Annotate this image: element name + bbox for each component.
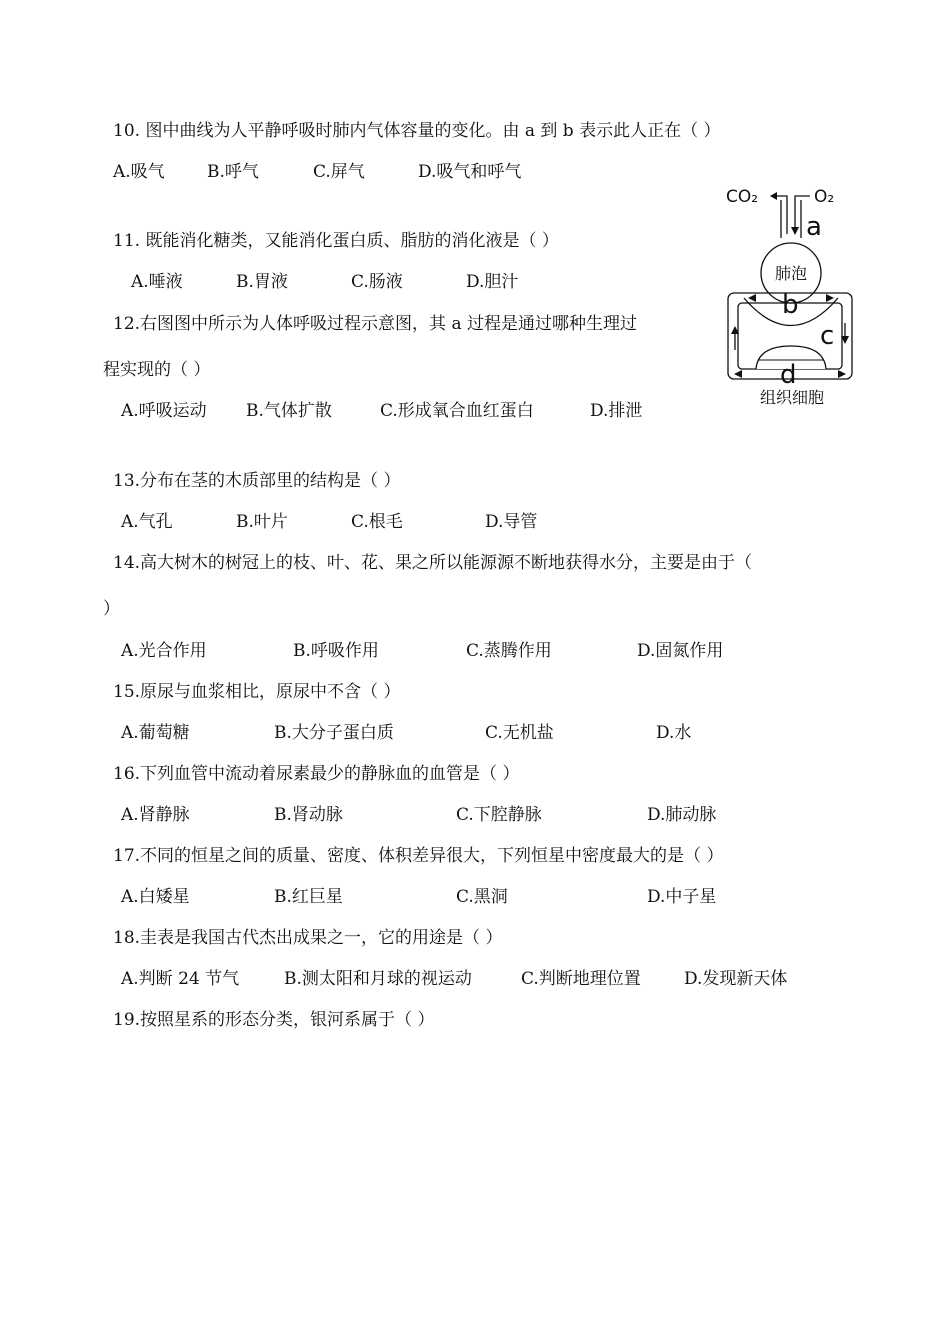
q13-option-c: C.根毛 (351, 512, 403, 532)
q18-option-d: D.发现新天体 (684, 969, 788, 989)
q15-stem: 15.原尿与血浆相比，原尿中不含（ ） (113, 682, 401, 702)
q18-option-c: C.判断地理位置 (521, 969, 641, 989)
q10-option-b: B.呼气 (207, 162, 259, 182)
q17-option-b: B.红巨星 (274, 887, 343, 907)
capillary-arrow-left (748, 294, 756, 302)
bottom-flow-arrow-right (838, 370, 846, 378)
q17-option-c: C.黑洞 (456, 887, 508, 907)
q17-stem: 17.不同的恒星之间的质量、密度、体积差异很大，下列恒星中密度最大的是（ ） (113, 846, 724, 866)
q15-option-a: A.葡萄糖 (121, 723, 190, 743)
diagram-label-a: a (806, 212, 822, 242)
q15-option-b: B.大分子蛋白质 (274, 723, 394, 743)
q12-option-a: A.呼吸运动 (121, 401, 207, 421)
q17-option-a: A.白矮星 (121, 887, 190, 907)
q11-option-a: A.唾液 (131, 272, 183, 292)
q18-stem: 18.圭表是我国古代杰出成果之一，它的用途是（ ） (113, 928, 503, 948)
q16-option-d: D.肺动脉 (647, 805, 717, 825)
q11-option-b: B.胃液 (236, 272, 288, 292)
diagram-label-c: c (820, 321, 835, 351)
q18-option-b: B.测太阳和月球的视运动 (284, 969, 472, 989)
q11-option-c: C.肠液 (351, 272, 403, 292)
respiration-diagram (718, 178, 868, 414)
diagram-co2-label: CO₂ (726, 187, 759, 207)
q10-option-a: A.吸气 (113, 162, 165, 182)
o2-arrow-head (791, 227, 799, 235)
diagram-alveolus-label: 肺泡 (774, 264, 808, 283)
diagram-label-b: b (782, 290, 799, 320)
diagram-label-d: d (780, 360, 797, 390)
q10-option-d: D.吸气和呼气 (418, 162, 522, 182)
q14-option-d: D.固氮作用 (637, 641, 724, 661)
q14-stem-line1: 14.高大树木的树冠上的枝、叶、花、果之所以能源源不断地获得水分，主要是由于（ (113, 553, 753, 573)
q12-option-b: B.气体扩散 (246, 401, 332, 421)
q12-option-c: C.形成氧合血红蛋白 (380, 401, 534, 421)
q11-option-d: D.胆汁 (466, 272, 519, 292)
q12-stem-line1: 12.右图图中所示为人体呼吸过程示意图，其 a 过程是通过哪种生理过 (113, 314, 637, 334)
q12-stem-line2: 程实现的（ ） (103, 360, 211, 380)
q13-option-a: A.气孔 (121, 512, 173, 532)
q19-stem: 19.按照星系的形态分类，银河系属于（ ） (113, 1010, 435, 1030)
q13-stem: 13.分布在茎的木质部里的结构是（ ） (113, 471, 401, 491)
bottom-flow-arrow-left (734, 370, 742, 378)
q14-option-a: A.光合作用 (121, 641, 207, 661)
q12-option-d: D.排泄 (590, 401, 643, 421)
q13-option-b: B.叶片 (236, 512, 288, 532)
capillary-arrow-right (826, 294, 834, 302)
q16-option-b: B.肾动脉 (274, 805, 343, 825)
q17-option-d: D.中子星 (647, 887, 717, 907)
q10-stem: 10. 图中曲线为人平静呼吸时肺内气体容量的变化。由 a 到 b 表示此人正在（ ） (113, 121, 721, 141)
diagram-tissue-label: 组织细胞 (759, 388, 825, 407)
q15-option-d: D.水 (656, 723, 692, 743)
q13-option-d: D.导管 (485, 512, 538, 532)
q18-option-a: A.判断 24 节气 (121, 969, 240, 989)
q16-stem: 16.下列血管中流动着尿素最少的静脉血的血管是（ ） (113, 764, 520, 784)
q14-option-c: C.蒸腾作用 (466, 641, 552, 661)
co2-arrow-head (770, 192, 777, 200)
q14-stem-line2: ） (103, 599, 120, 619)
q16-option-c: C.下腔静脉 (456, 805, 542, 825)
diagram-o2-label: O₂ (814, 187, 835, 207)
q14-option-b: B.呼吸作用 (293, 641, 379, 661)
q16-option-a: A.肾静脉 (121, 805, 190, 825)
q11-stem: 11. 既能消化糖类，又能消化蛋白质、脂肪的消化液是（ ） (113, 231, 559, 251)
q15-option-c: C.无机盐 (485, 723, 554, 743)
q10-option-c: C.屏气 (313, 162, 365, 182)
